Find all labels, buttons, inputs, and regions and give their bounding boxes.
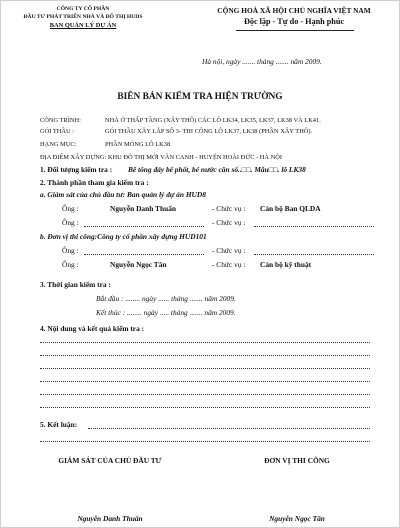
section-2-label: 2. Thành phần tham gia kiểm tra : <box>40 178 149 187</box>
section-1-value: Bê tông đáy bể phốt, bể nước căn số..□□. Mẫu□□. lô LK38 <box>128 165 306 174</box>
start-time-line: Bắt đầu : ........ ngày ...... tháng ....... năm 2009. <box>96 294 236 303</box>
chuc-vu-label-2: - Chức vụ : <box>212 218 246 227</box>
section-1-label: 1. Đối tượng kiểm tra : <box>40 165 113 174</box>
chuc-vu-label-1: - Chức vụ : <box>212 204 246 213</box>
section-3-label: 3. Thời gian kiểm tra : <box>40 280 111 289</box>
document-title: BIÊN BẢN KIỂM TRA HIỆN TRƯỜNG <box>117 92 283 102</box>
signature-right-title: ĐƠN VỊ THI CÔNG <box>264 456 330 465</box>
hang-muc-label: HẠNG MỤC: <box>40 141 77 148</box>
signature-left-name: Nguyễn Danh Thuấn <box>77 514 143 523</box>
ong-label-4: Ông : <box>62 260 79 269</box>
chuc-vu-label-4: - Chức vụ : <box>212 260 246 269</box>
cong-trinh-value: NHÀ Ở THẤP TẦNG (XÂY THÔ) CÁC LÔ LK34, LK35, LK37, LK38 VÀ LK41. <box>105 117 321 124</box>
section-2b-label: b. Đơn vị thi công:Công ty cổ phần xây dựng HUD101 <box>40 232 207 241</box>
content-line-6 <box>40 407 370 408</box>
person-1-name: Nguyễn Danh Thuấn <box>110 204 176 213</box>
company-line-2: ĐẦU TƯ PHÁT TRIỂN NHÀ VÀ ĐÔ THỊ HUDS <box>23 14 143 20</box>
content-line-5 <box>40 394 370 395</box>
conclusion-line-2 <box>40 441 370 442</box>
dia-diem: ĐỊA ĐIỂM XÂY DỰNG: KHU ĐÔ THỊ MỚI VÂN CANH - HUYỆN HOÀI ĐỨC - HÀ NỘI <box>40 154 282 161</box>
nation-line-1: CỘNG HOÀ XÃ HỘI CHỦ NGHĨA VIỆT NAM <box>217 6 371 15</box>
person-2-role-blank <box>254 226 374 227</box>
person-2-name-blank <box>84 226 204 227</box>
ong-label-1: Ông : <box>62 204 79 213</box>
person-3-role: Cán bộ kỹ thuật <box>260 260 312 269</box>
content-line-4 <box>40 381 370 382</box>
end-time-line: Kết thúc : ........ ngày ..... tháng ....... năm 2009. <box>96 308 236 317</box>
company-line-1: CÔNG TY CỔ PHẦN <box>56 6 110 12</box>
person-3a-name-blank <box>84 254 204 255</box>
cong-trinh-label: CÔNG TRÌNH: <box>40 117 81 124</box>
person-1-role: Cán bộ Ban QLDA <box>260 204 321 213</box>
conclusion-line-1 <box>88 428 370 429</box>
content-line-3 <box>40 368 370 369</box>
goi-thau-label: GÓI THẦU : <box>40 128 74 135</box>
ong-label-3: Ông : <box>62 246 79 255</box>
section-2a-label: a. Giám sát của chủ đầu tư: Ban quản lý dự án HUD8 <box>40 190 206 199</box>
section-4-label: 4. Nội dung và kết quả kiểm tra : <box>40 324 145 333</box>
hang-muc-value: PHẦN MÓNG LÔ LK38 <box>105 141 171 148</box>
signature-left-title: GIÁM SÁT CỦA CHỦ ĐẦU TƯ <box>58 456 162 465</box>
person-3a-role-blank <box>254 254 374 255</box>
content-line-1 <box>40 342 370 343</box>
date-line: Hà nội, ngày ....... tháng ....... năm 2009. <box>202 57 322 66</box>
company-line-3: BAN QUẢN LÝ DỰ ÁN <box>49 22 117 29</box>
signature-right-name: Nguyễn Ngọc Tân <box>269 514 325 523</box>
goi-thau-value: GÓI THẦU XÂY LẮP SỐ 3- THI CÔNG LÔ LK37, LK38 (PHẦN XÂY THÔ). <box>105 128 313 135</box>
motto-underline <box>236 30 354 31</box>
section-5-label: 5. Kết luận: <box>40 420 78 429</box>
person-3-name: Nguyễn Ngọc Tân <box>110 260 167 269</box>
chuc-vu-label-3: - Chức vụ : <box>212 246 246 255</box>
content-line-2 <box>40 355 370 356</box>
ong-label-2: Ông : <box>62 218 79 227</box>
nation-line-2: Độc lập - Tự do - Hạnh phúc <box>243 17 345 26</box>
